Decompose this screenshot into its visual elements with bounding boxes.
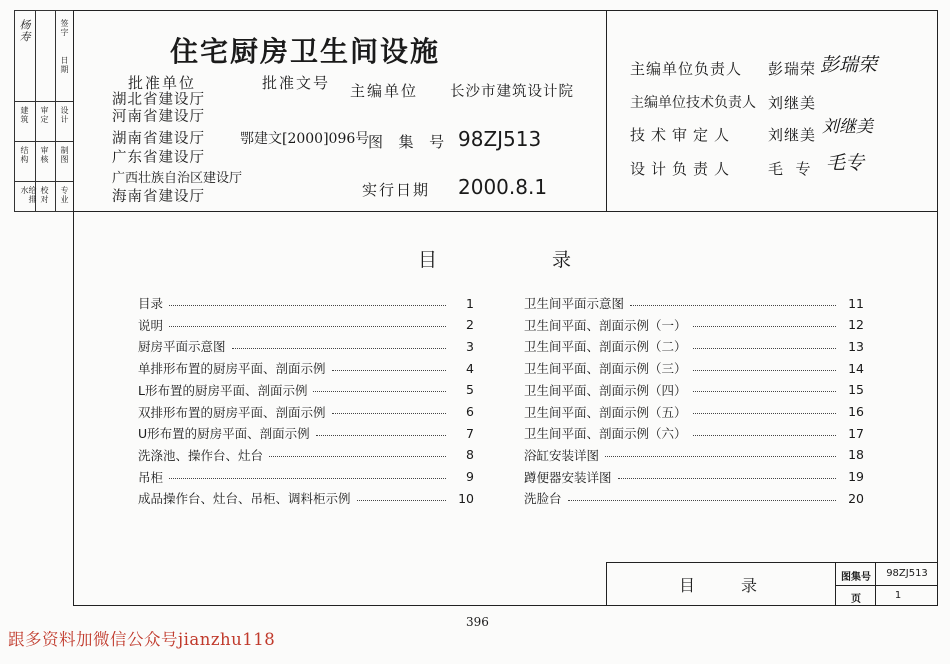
toc-leader-dots: [313, 391, 446, 392]
toc-entry-page: 11: [848, 295, 864, 311]
responsible-name: 毛 专: [768, 160, 812, 178]
toc-entry: [138, 294, 474, 312]
signature-image: 刘继美: [822, 117, 873, 137]
page-number: 396: [466, 615, 489, 629]
responsible-role: 主编单位技术负责人: [630, 95, 756, 111]
toc-entry-title: 蹲便器安装详图: [524, 469, 612, 485]
title-block: [606, 562, 938, 606]
header-vertical-divider: [606, 10, 607, 211]
toc-entry-page: 15: [848, 382, 864, 398]
toc-entry: [138, 424, 474, 442]
toc-entry-title: 吊柜: [138, 469, 164, 485]
toc-leader-dots: [332, 413, 446, 414]
atlas-label: 图集号: [841, 572, 871, 583]
sidebar-cell: 给排水: [20, 186, 37, 204]
approval-unit-label: 批准单位: [128, 74, 197, 92]
page-value: 1: [894, 590, 902, 601]
toc-leader-dots: [332, 370, 446, 371]
header-divider: [73, 211, 938, 212]
sidebar-signature: 杨寿: [18, 19, 31, 43]
effective-date-label: 实行日期: [362, 181, 431, 199]
toc-entry: [524, 403, 864, 421]
atlas-value: 98ZJ513: [886, 568, 928, 579]
toc-leader-dots: [357, 500, 446, 501]
toc-leader-dots: [693, 413, 836, 414]
toc-leader-dots: [693, 370, 836, 371]
toc-entry-page: 10: [458, 490, 474, 506]
toc-title: 录: [552, 249, 572, 271]
toc-leader-dots: [316, 435, 446, 436]
toc-entry-title: 卫生间平面、剖面示例（四）: [524, 382, 687, 398]
sidebar-cell: 结构: [20, 146, 29, 164]
sidebar-cell: 专业: [60, 186, 69, 204]
toc-entry: [524, 468, 864, 486]
toc-leader-dots: [169, 326, 446, 327]
toc-leader-dots: [169, 478, 446, 479]
editor-unit: 长沙市建筑设计院: [450, 84, 574, 100]
toc-entry-page: 2: [466, 317, 474, 333]
toc-entry-title: 说明: [138, 317, 164, 333]
toc-entry-title: 目录: [138, 296, 164, 311]
sidebar-cell: 制图: [60, 146, 69, 164]
toc-entry-title: 成品操作台、灶台、吊柜、调料柜示例: [138, 491, 351, 507]
toc-title: 目: [418, 249, 438, 271]
toc-leader-dots: [693, 326, 836, 327]
atlas-title: 住宅厨房卫生间设施: [170, 35, 441, 68]
page-label: 页: [851, 594, 861, 605]
atlas-number-label: 图 集 号: [368, 133, 447, 151]
editor-unit-label: 主编单位: [350, 82, 419, 100]
toc-entry: [138, 403, 474, 421]
toc-entry-title: 厨房平面示意图: [138, 339, 226, 355]
toc-leader-dots: [618, 478, 836, 479]
approval-doc-label: 批准文号: [262, 74, 331, 92]
toc-entry-page: 12: [848, 317, 864, 333]
toc-entry-page: 18: [848, 447, 864, 463]
sidebar-cell: 建筑: [20, 106, 29, 124]
toc-leader-dots: [269, 456, 446, 457]
toc-entry: [524, 446, 864, 464]
sidebar-cell: 设计: [60, 106, 69, 124]
approval-doc-number: 鄂建文[2000]096号: [240, 131, 370, 147]
toc-entry-title: 卫生间平面、剖面示例（二）: [524, 339, 687, 355]
toc-entry-title: 洗脸台: [524, 491, 562, 507]
toc-entry-title: 卫生间平面、剖面示例（三）: [524, 361, 687, 377]
toc-entry-title: 洗涤池、操作台、灶台: [138, 447, 264, 463]
toc-entry: [138, 468, 474, 486]
approval-unit: 湖南省建设厅: [112, 131, 205, 147]
sidebar-cell: 校对: [40, 186, 49, 204]
toc-entry-page: 7: [466, 425, 474, 441]
toc-entry-page: 8: [466, 447, 474, 463]
toc-entry-page: 13: [848, 338, 864, 354]
sidebar-cell: 审核: [40, 146, 49, 164]
toc-entry-title: 卫生间平面、剖面示例（六）: [524, 426, 687, 442]
sidebar-cell: 审定: [40, 106, 49, 124]
toc-leader-dots: [630, 305, 836, 306]
toc-entry-page: 1: [466, 295, 474, 311]
toc-entry-page: 6: [466, 404, 474, 419]
watermark-text: 跟多资料加微信公众号jianzhu118: [8, 630, 276, 649]
toc-entry: [138, 446, 474, 464]
sidebar-cell: 签字: [60, 19, 69, 37]
toc-entry: [524, 489, 864, 507]
responsible-name: 刘继美: [768, 126, 817, 144]
toc-entry-title: 双排形布置的厨房平面、剖面示例: [138, 404, 326, 420]
toc-entry-title: L形布置的厨房平面、剖面示例: [138, 382, 308, 398]
signature-image: 彭瑞荣: [820, 54, 878, 76]
approval-unit: 广西壮族自治区建设厅: [112, 171, 243, 186]
toc-entry-title: 卫生间平面示意图: [524, 296, 625, 311]
atlas-number: 98ZJ513: [458, 127, 542, 151]
effective-date: 2000.8.1: [458, 175, 548, 199]
responsible-name: 刘继美: [768, 94, 817, 112]
responsible-role: 主编单位负责人: [630, 60, 743, 78]
toc-entry-page: 20: [848, 490, 864, 506]
toc-entry-title: 卫生间平面、剖面示例（五）: [524, 404, 687, 420]
responsible-role: 技术审定人: [630, 126, 736, 144]
toc-leader-dots: [568, 500, 836, 501]
toc-entry-page: 4: [466, 360, 474, 376]
toc-leader-dots: [169, 305, 446, 306]
toc-entry: [524, 294, 864, 312]
sidebar-cell: 日期: [60, 56, 69, 74]
approval-unit: 湖北省建设厅: [112, 92, 205, 108]
responsible-role: 设计负责人: [630, 160, 736, 178]
toc-entry: [138, 316, 474, 334]
toc-entry-title: 浴缸安装详图: [524, 447, 600, 463]
toc-entry-page: 19: [848, 469, 864, 485]
toc-entry: [138, 337, 474, 355]
toc-entry: [138, 381, 474, 399]
toc-entry-title: 单排形布置的厨房平面、剖面示例: [138, 361, 326, 377]
toc-entry-page: 3: [466, 338, 474, 354]
approval-unit: 广东省建设厅: [112, 150, 205, 166]
toc-entry-page: 14: [848, 360, 864, 376]
toc-entry-page: 5: [466, 382, 474, 398]
toc-leader-dots: [605, 456, 836, 457]
toc-leader-dots: [693, 348, 836, 349]
title-block-name: 目: [679, 576, 696, 595]
toc-entry-title: 卫生间平面、剖面示例（一）: [524, 317, 687, 333]
toc-leader-dots: [693, 391, 836, 392]
signature-image: 毛专: [826, 152, 865, 174]
toc-entry: [524, 316, 864, 334]
toc-entry-page: 17: [848, 425, 864, 441]
toc-entry-page: 16: [848, 404, 864, 419]
toc-entry: [524, 381, 864, 399]
responsible-name: 彭瑞荣: [768, 60, 817, 78]
toc-entry: [138, 489, 474, 507]
toc-leader-dots: [693, 435, 836, 436]
toc-entry: [524, 337, 864, 355]
toc-entry: [524, 359, 864, 377]
approval-unit: 河南省建设厅: [112, 109, 205, 125]
toc-entry: [524, 424, 864, 442]
approval-unit: 海南省建设厅: [112, 189, 205, 205]
sidebar-strip: [14, 10, 74, 212]
toc-leader-dots: [232, 348, 446, 349]
toc-entry: [138, 359, 474, 377]
toc-entry-title: U形布置的厨房平面、剖面示例: [138, 426, 310, 442]
toc-entry-page: 9: [466, 469, 474, 485]
title-block-name: 录: [741, 576, 758, 595]
